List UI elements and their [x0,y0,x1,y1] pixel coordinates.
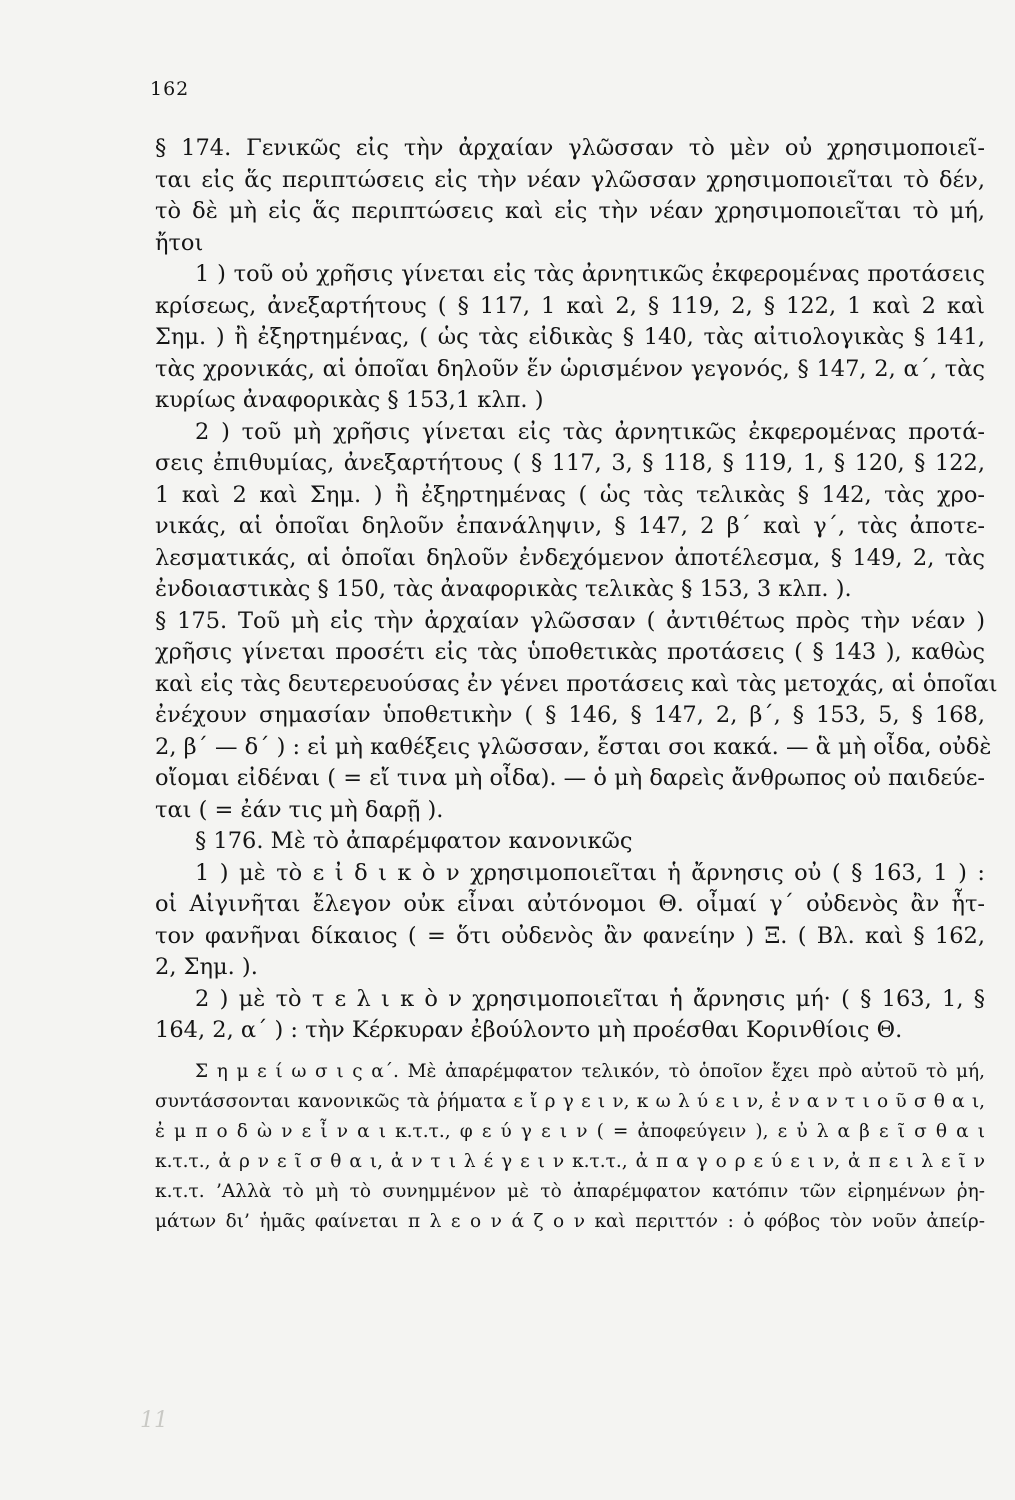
section-176-heading-line: § 176. Μὲ τὸ ἀπαρέμφατον κανονικῶς [195,828,633,854]
text-line: κρίσεως, ἀνεξαρτήτους ( § 117, 1 καὶ 2, § 119, 2, § 122, 1 καὶ 2 καὶ [155,292,985,319]
text-line: οἴομαι εἰδέναι ( = εἴ τινα μὴ οἶδα). — ὁ μὴ δαρεὶς ἄνθρωπος οὐ παιδεύε- [155,765,985,791]
text-line: 1 ) μὲ τὸ ε ἰ δ ι κ ὸ ν χρησιμοποιεῖται ἡ ἄρνησις οὐ ( § 163, 1 ) : [195,859,985,886]
section-175-heading-line: § 175. Τοῦ μὴ εἰς τὴν ἀρχαίαν γλῶσσαν ( ἀντιθέτως πρὸς τὴν νέαν ) [155,607,985,634]
note-line: Σ η μ ε ί ω σ ι ς α΄. Μὲ ἀπαρέμφατον τελικόν, τὸ ὁποῖον ἔχει πρὸ αὐτοῦ τὸ μή, [195,1060,985,1082]
text-line: λεσματικάς, αἱ ὁποῖαι δηλοῦν ἐνδεχόμενον ἀποτέλεσμα, § 149, 2, τὰς [155,544,985,571]
text-line: οἱ Αἰγινῆται ἔλεγον οὐκ εἶναι αὐτόνομοι Θ. οἶμαί γ΄ οὐδενὸς ἂν ἧτ- [155,891,985,917]
text-line: ται ( = ἐάν τις μὴ δαρῇ ). [155,796,444,823]
text-line: 2 ) τοῦ μὴ χρῆσις γίνεται εἰς τὰς ἀρνητικῶς ἐκφερομένας προτά- [195,418,985,445]
note-line: συντάσσονται κανονικῶς τὰ ῥήματα ε ἴ ρ γ ε ι ν, κ ω λ ύ ε ι ν, ἐ ν α ν τ ι ο ῦ σ θ α ι, [155,1090,985,1112]
page-number: 162 [150,78,190,100]
text-line: ἐνδοιαστικὰς § 150, τὰς ἀναφορικὰς τελικὰς § 153, 3 κλπ. ). [155,576,852,602]
spacer [155,1047,985,1057]
bleed-through-mark: 11 [140,1408,168,1433]
note-block [155,1057,985,1237]
text-line: ἐνέχουν σημασίαν ὑποθετικὴν ( § 146, § 147, 2, β΄, § 153, 5, § 168, [155,702,985,728]
note-line: μάτων δι’ ἡμᾶς φαίνεται π λ ε ο ν ά ζ ο ν καὶ περιττόν : ὁ φόβος τὸν νοῦν ἀπείρ- [155,1210,985,1232]
text-line: 1 ) τοῦ οὐ χρῆσις γίνεται εἰς τὰς ἀρνητικῶς ἐκφερομένας προτάσεις [195,261,985,287]
text-line: 2 ) μὲ τὸ τ ε λ ι κ ὸ ν χρησιμοποιεῖται ἡ ἄρνησις μή· ( § 163, 1, § [195,985,985,1012]
text-line: 2, β΄ — δ΄ ) : εἰ μὴ καθέξεις γλῶσσαν, ἔσται σοι κακά. — ἃ μὴ οἶδα, οὐδὲ [155,733,992,760]
text-line: Σημ. ) ἢ ἐξηρτημένας, ( ὡς τὰς εἰδικὰς § 140, τὰς αἰτιολογικὰς § 141, [155,324,985,350]
text-line: 1 καὶ 2 καὶ Σημ. ) ἢ ἐξηρτημένας ( ὡς τὰς τελικὰς § 142, τὰς χρο- [155,481,985,508]
text-line: τὸ δὲ μὴ εἰς ἅς περιπτώσεις καὶ εἰς τὴν νέαν χρησιμοποιεῖται τὸ μή, [155,198,985,224]
note-line: κ.τ.τ. ’Αλλὰ τὸ μὴ τὸ συνημμένον μὲ τὸ ἀπαρέμφατον κατόπιν τῶν εἰρημένων ῥη- [155,1180,985,1202]
text-line: καὶ εἰς τὰς δευτερευούσας ἐν γένει προτάσεις καὶ τὰς μετοχάς, αἱ ὁποῖαι [155,670,998,697]
text-line: ται εἰς ἅς περιπτώσεις εἰς τὴν νέαν γλῶσσαν χρησιμοποιεῖται τὸ δέν, [155,166,985,193]
note-line: κ.τ.τ., ἀ ρ ν ε ῖ σ θ α ι, ἀ ν τ ι λ έ γ ε ι ν κ.τ.τ., ἀ π α γ ο ρ ε ύ ε ι ν, ἀ π ε ι λ ε ῖ ν [155,1150,985,1172]
note-line: ἐ μ π ο δ ὼ ν ε ἶ ν α ι κ.τ.τ., φ ε ύ γ ε ι ν ( = ἀποφεύγειν ), ε ὐ λ α β ε ῖ σ θ α ι [155,1120,985,1142]
text-line: τὰς χρονικάς, αἱ ὁποῖαι δηλοῦν ἕν ὡρισμένον γεγονός, § 147, 2, α΄, τὰς [155,355,985,382]
main-text [155,133,998,1237]
text-line: σεις ἐπιθυμίας, ἀνεξαρτήτους ( § 117, 3, § 118, § 119, 1, § 120, § 122, [155,450,985,476]
text-line: 2, Σημ. ). [155,954,258,980]
text-line: κυρίως ἀναφορικὰς § 153,1 κλπ. ) [155,387,544,413]
section-174-heading-line: § 174. Γενικῶς εἰς τὴν ἀρχαίαν γλῶσσαν τὸ μὲν οὐ χρησιμοποιεῖ- [155,135,985,161]
text-line: νικάς, αἱ ὁποῖαι δηλοῦν ἐπανάληψιν, § 147, 2 β΄ καὶ γ΄, τὰς ἀποτε- [155,513,985,539]
text-line: ἤτοι [155,229,204,256]
text-line: χρῆσις γίνεται προσέτι εἰς τὰς ὑποθετικὰς προτάσεις ( § 143 ), καθὼς [155,639,985,665]
text-line: τον φανῆναι δίκαιος ( = ὅτι οὐδενὸς ἂν φανείην ) Ξ. ( Βλ. καὶ § 162, [155,922,985,949]
text-line: 164, 2, α΄ ) : τὴν Κέρκυραν ἐβούλοντο μὴ προέσθαι Κορινθίοις Θ. [155,1017,903,1043]
